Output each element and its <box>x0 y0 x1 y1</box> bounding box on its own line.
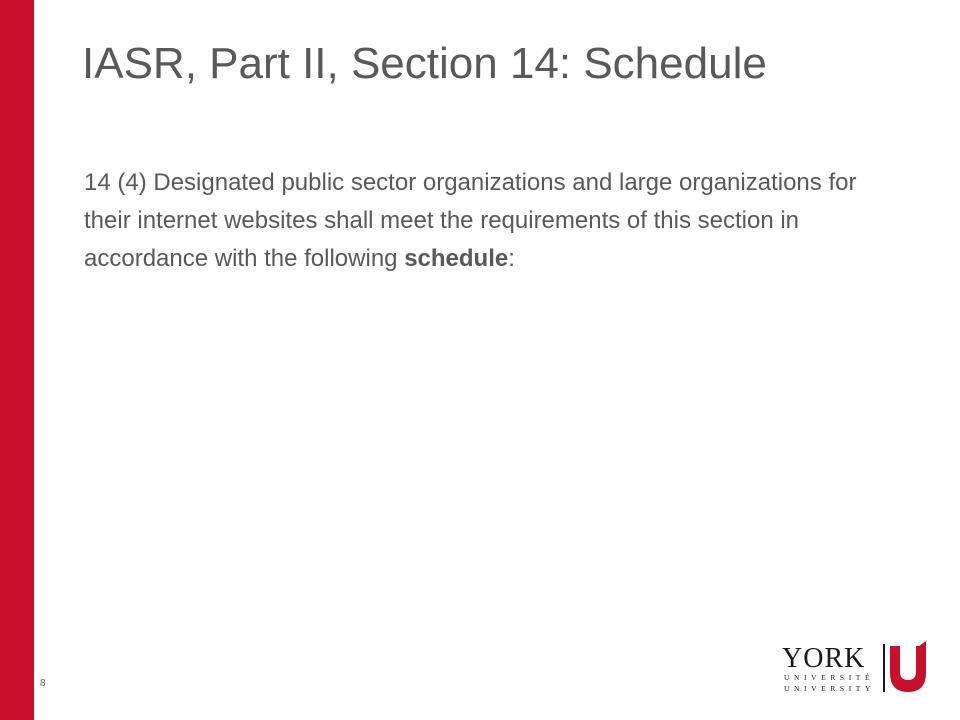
body-text-emphasis: schedule <box>404 245 509 272</box>
body-text-tail: : <box>508 245 515 272</box>
logo-line-english: UNIVERSITY <box>784 684 875 693</box>
york-u-logo-icon <box>780 640 932 696</box>
york-university-logo <box>780 640 932 696</box>
side-accent-bar <box>0 0 34 720</box>
slide-title: IASR, Part II, Section 14: Schedule <box>82 39 767 88</box>
logo-line-french: UNIVERSITÉ <box>784 673 875 682</box>
body-paragraph <box>84 164 894 278</box>
logo-u-tip <box>919 641 926 646</box>
logo-divider <box>883 644 885 692</box>
logo-wordmark: YORK <box>782 643 866 674</box>
body-text-lead: 14 (4) Designated public sector organizations and large organizations for their internet websites shall meet the requirements of this section in accordance with the following <box>84 169 857 272</box>
logo-u-mark <box>890 646 926 692</box>
page-number: 8 <box>40 678 46 689</box>
